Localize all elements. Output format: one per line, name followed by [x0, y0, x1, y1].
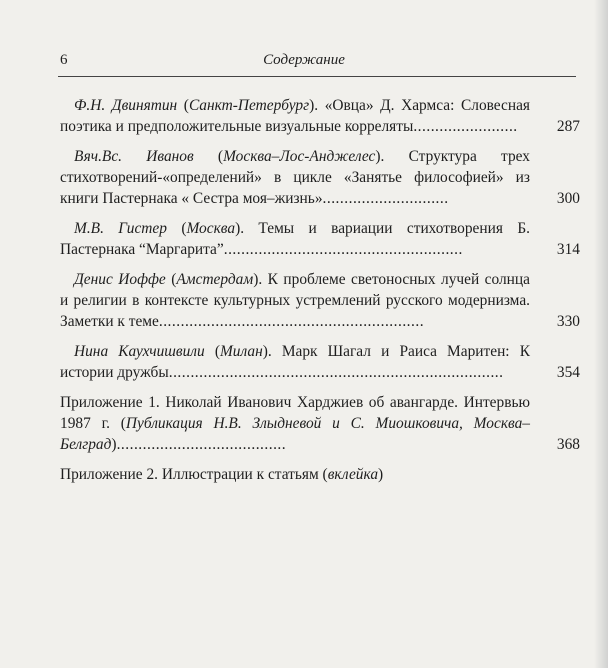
entry-title: Марк Шагал и Раиса Маритен: К истории дружбы: [60, 343, 530, 381]
toc-entry-appendix: [60, 464, 580, 485]
toc-entry-text: Денис Иоффе (Амстердам). К проблеме светоносных лучей солнца и религии в контексте культурных устремлений русского модернизма. Заметки к теме.............................................................: [60, 271, 530, 330]
toc-entry-text: Нина Каухчишвили (Милан). Марк Шагал и Раиса Маритен: К истории дружбы.............................................................................: [60, 343, 530, 381]
entry-publication-note: Публикация Н.В. Злыдневой и С. Миошковича, Москва–Белград: [60, 415, 530, 453]
entry-page-number: 300: [556, 190, 580, 207]
entry-title: Структура трех стихотворений-«определений» в цикле «Занятье философией» из книги Пастернака « Сестра моя–жизнь»: [60, 148, 530, 207]
entry-title: Приложение 1. Николай Иванович Харджиев об авангарде. Интервью 1987 г. (: [60, 394, 530, 432]
leader-dots: .......................................................: [223, 241, 463, 258]
entry-page-number: 354: [556, 364, 580, 381]
table-of-contents: [60, 95, 580, 494]
entry-location: Амстердам: [176, 271, 254, 288]
toc-entry-appendix: [60, 392, 580, 455]
entry-title: «Овца» Д. Хармса: Словесная поэтика и предположительные визуальные корреляты: [60, 97, 531, 135]
running-head: Содержание: [263, 52, 345, 68]
entry-author: Ф.Н. Двинятин: [74, 97, 178, 114]
toc-entry-text: Вяч.Вс. Иванов (Москва–Лос-Анджелес). Структура трех стихотворений-«определений» в цикле «Занятье философией» из книги Пастернака « Сестра моя–жизнь».............................: [60, 148, 530, 207]
toc-entry: [60, 341, 580, 383]
toc-entry-text: [60, 464, 530, 485]
entry-title: Темы и вариации стихотворения Б. Пастернака “Маргарита”: [60, 220, 530, 258]
entry-author: Денис Иоффе: [74, 271, 166, 288]
entry-page-number: 368: [556, 436, 580, 453]
toc-entry: [60, 269, 580, 332]
leader-dots: .......................................: [116, 436, 287, 453]
leader-dots: .............................................................................: [168, 364, 504, 381]
entry-page-number: 287: [556, 118, 580, 135]
entry-title: Приложение 2. Иллюстрации к статьям (: [60, 466, 328, 483]
entry-close-paren: ): [111, 436, 117, 453]
leader-dots: .............................................................: [158, 313, 425, 330]
entry-close-paren: ): [378, 466, 384, 483]
entry-insert-note: вклейка: [327, 466, 379, 483]
page-number: 6: [60, 52, 68, 68]
header-rule: [58, 76, 576, 77]
entry-location: Милан: [219, 343, 263, 360]
toc-entry-text: М.В. Гистер (Москва). Темы и вариации стихотворения Б. Пастернака “Маргарита”.......................................................: [60, 220, 530, 258]
leader-dots: ........................: [413, 118, 518, 135]
entry-title: К проблеме светоносных лучей солнца и религии в контексте культурных устремлений русского модернизма. Заметки к теме: [60, 271, 530, 330]
toc-entry: [60, 218, 580, 260]
toc-entry: [60, 146, 580, 209]
toc-entry: [60, 95, 580, 137]
entry-location: Санкт-Петербург: [188, 97, 310, 114]
entry-author: Вяч.Вс. Иванов: [74, 148, 194, 165]
entry-location: Москва–Лос-Анджелес: [223, 148, 376, 165]
entry-location: Москва: [186, 220, 236, 237]
page-edge-shadow: [594, 0, 608, 668]
entry-author: Нина Каухчишвили: [74, 343, 205, 360]
entry-author: М.В. Гистер: [74, 220, 167, 237]
leader-dots: .............................: [322, 190, 449, 207]
entry-page-number: 314: [556, 241, 580, 258]
entry-page-number: 330: [556, 313, 580, 330]
toc-entry-text: Ф.Н. Двинятин (Санкт-Петербург). «Овца» Д. Хармса: Словесная поэтика и предположительные визуальные корреляты........................: [60, 97, 531, 135]
toc-entry-text: [60, 392, 530, 455]
